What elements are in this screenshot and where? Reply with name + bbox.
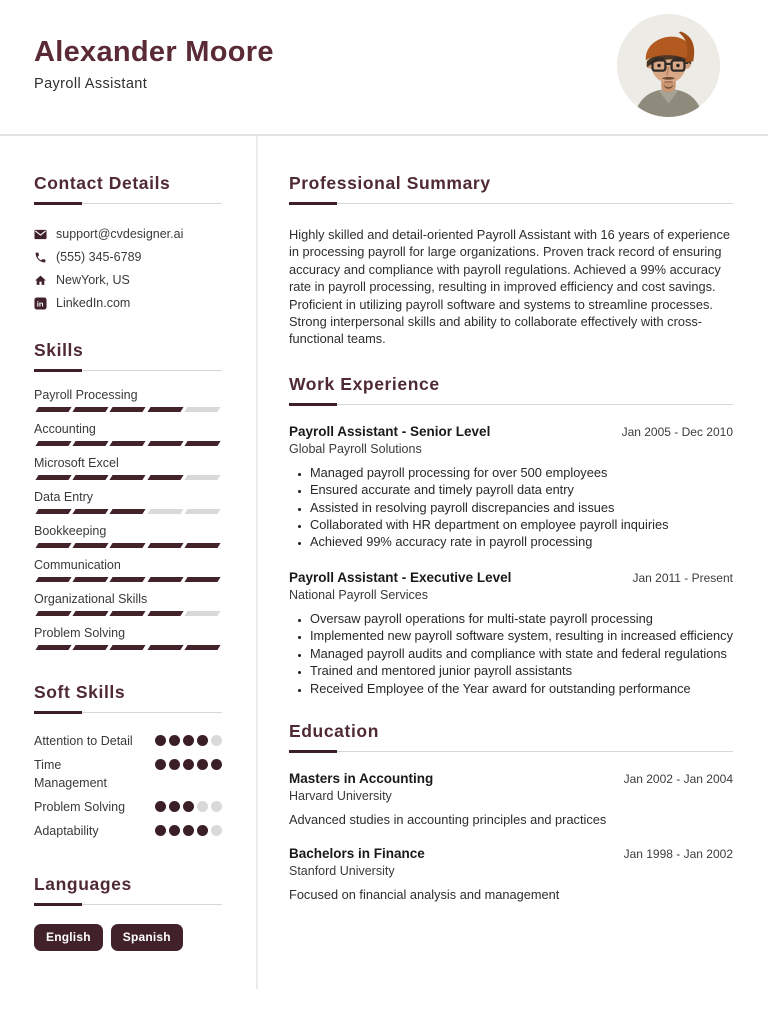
rating-dot (211, 825, 222, 836)
job-entry (289, 570, 733, 697)
education-dates: Jan 1998 - Jan 2002 (623, 846, 733, 861)
education-entry (289, 771, 733, 827)
rating-dot (211, 735, 222, 746)
skill-item (34, 592, 222, 616)
svg-text:in: in (36, 299, 44, 309)
job-dates: Jan 2005 - Dec 2010 (621, 424, 733, 439)
bar-segment (184, 407, 220, 412)
skill-label: Data Entry (34, 490, 94, 504)
bar-segment (147, 509, 183, 514)
rating-dot (183, 759, 194, 770)
bar-segment (110, 441, 146, 446)
soft-skill-label: Adaptability (34, 824, 99, 838)
summary-text: Highly skilled and detail-oriented Payroll Assistant with 16 years of experience in processing payroll for large organizations. Proven track record of ensuring accuracy and compliance with payroll regulations. Achieved a 99% accuracy rate in payroll processing, resulting in improved efficiency and cost savings. Proficient in utilizing payroll software and systems to streamline processes. Strong interpersonal skills and ability to collaborate effectively with cross-functional teams. (289, 227, 731, 347)
education-description: Focused on financial analysis and management (289, 886, 560, 902)
job-header (289, 424, 733, 439)
rating-dot (211, 759, 222, 770)
rating-dot (183, 801, 194, 812)
soft-skills-list (34, 732, 222, 840)
bar-segment (110, 543, 146, 548)
soft-skill-rating-dots (155, 822, 222, 836)
job-company: National Payroll Services (289, 587, 428, 602)
skill-label: Communication (34, 558, 121, 572)
skill-item (34, 558, 222, 582)
soft-skill-label: Attention to Detail (34, 734, 133, 748)
linkedin-icon (34, 297, 47, 310)
bar-segment (184, 509, 220, 514)
skill-item (34, 422, 222, 446)
rating-dot (169, 801, 180, 812)
email-icon (34, 228, 47, 241)
bar-segment (73, 441, 109, 446)
main-column (258, 136, 768, 989)
skill-level-bar (34, 509, 222, 514)
education-header (289, 771, 733, 786)
contact-email[interactable]: support@cvdesigner.ai (56, 227, 184, 241)
skill-label: Accounting (34, 422, 96, 436)
bar-segment (35, 645, 71, 650)
soft-skill-row (34, 798, 222, 816)
rating-dot (183, 735, 194, 746)
soft-skill-label: Problem Solving (34, 800, 126, 814)
job-bullet: • Trained and mentored junior payroll assistants (310, 662, 733, 679)
education-dates: Jan 2002 - Jan 2004 (623, 771, 733, 786)
bar-segment (110, 645, 146, 650)
rating-dot (155, 735, 166, 746)
bar-segment (184, 645, 220, 650)
skill-item (34, 524, 222, 548)
job-company: Global Payroll Solutions (289, 441, 422, 456)
contact-row-location (34, 273, 222, 287)
skill-level-bar (34, 577, 222, 582)
bar-segment (73, 509, 109, 514)
skill-level-bar (34, 645, 222, 650)
soft-skill-rating-dots (155, 756, 222, 770)
rating-dot (197, 801, 208, 812)
content-columns (0, 136, 768, 989)
soft-skills-section-title: Soft Skills (34, 682, 222, 713)
soft-skill-row (34, 822, 222, 840)
language-badges (34, 924, 222, 951)
person-name: Alexander Moore (34, 36, 274, 68)
bar-segment (110, 611, 146, 616)
contact-phone: (555) 345-6789 (56, 250, 142, 264)
bar-segment (73, 407, 109, 412)
skill-level-bar (34, 543, 222, 548)
contact-location: NewYork, US (56, 273, 130, 287)
rating-dot (155, 801, 166, 812)
skill-item (34, 388, 222, 412)
skill-level-bar (34, 475, 222, 480)
job-title: Payroll Assistant - Senior Level (289, 423, 491, 439)
bar-segment (147, 441, 183, 446)
job-title: Payroll Assistant - Executive Level (289, 569, 512, 585)
person-job-title: Payroll Assistant (34, 76, 148, 92)
contact-row-phone (34, 250, 222, 264)
soft-skill-rating-dots (155, 732, 222, 746)
bar-segment (35, 407, 71, 412)
rating-dot (197, 825, 208, 836)
contact-row-linkedin (34, 296, 222, 310)
skill-label: Problem Solving (34, 626, 126, 640)
job-bullet: • Oversaw payroll operations for multi-state payroll processing (310, 610, 733, 627)
rating-dot (197, 759, 208, 770)
job-header (289, 570, 733, 585)
bar-segment (147, 611, 183, 616)
education-school: Stanford University (289, 863, 395, 878)
bar-segment (35, 509, 71, 514)
bar-segment (73, 611, 109, 616)
profile-photo-illustration (617, 14, 720, 117)
bar-segment (147, 645, 183, 650)
skill-item (34, 626, 222, 650)
soft-skill-row (34, 756, 222, 792)
bar-segment (110, 475, 146, 480)
rating-dot (183, 825, 194, 836)
job-bullet: • Collaborated with HR department on employee payroll inquiries (310, 516, 733, 533)
soft-skill-label: Time Management (34, 758, 107, 790)
rating-dot (169, 825, 180, 836)
profile-photo (617, 14, 720, 117)
education-section-title: Education (289, 721, 733, 752)
bar-segment (184, 475, 220, 480)
bar-segment (110, 509, 146, 514)
bar-segment (35, 543, 71, 548)
summary-section-title: Professional Summary (289, 173, 733, 204)
skill-label: Microsoft Excel (34, 456, 119, 470)
header (0, 0, 768, 136)
bar-segment (184, 611, 220, 616)
language-badge: Spanish (111, 924, 183, 951)
bar-segment (110, 407, 146, 412)
rating-dot (169, 735, 180, 746)
skill-label: Organizational Skills (34, 592, 148, 606)
bar-segment (73, 475, 109, 480)
language-badge: English (34, 924, 103, 951)
bar-segment (35, 475, 71, 480)
bar-segment (184, 543, 220, 548)
rating-dot (169, 759, 180, 770)
soft-skill-row (34, 732, 222, 750)
bar-segment (35, 441, 71, 446)
contact-list (34, 227, 222, 310)
job-bullet: • Managed payroll audits and compliance with state and federal regulations (310, 645, 733, 662)
education-description: Advanced studies in accounting principles and practices (289, 811, 607, 827)
bar-segment (35, 611, 71, 616)
home-icon (34, 274, 47, 287)
skill-item (34, 490, 222, 514)
job-bullet: • Ensured accurate and timely payroll data entry (310, 481, 733, 498)
bar-segment (147, 475, 183, 480)
bar-segment (35, 577, 71, 582)
job-bullet: • Managed payroll processing for over 500 employees (310, 464, 733, 481)
contact-row-email (34, 227, 222, 241)
job-bullet-list (289, 464, 733, 551)
contact-linkedin[interactable]: LinkedIn.com (56, 296, 131, 310)
skill-level-bar (34, 441, 222, 446)
bar-segment (110, 577, 146, 582)
job-dates: Jan 2011 - Present (632, 570, 733, 585)
job-bullet: • Implemented new payroll software system, resulting in increased efficiency (310, 627, 733, 644)
education-entry (289, 846, 733, 902)
job-bullet-list (289, 610, 733, 697)
bar-segment (73, 543, 109, 548)
soft-skill-rating-dots (155, 798, 222, 812)
job-entry (289, 424, 733, 551)
skill-level-bar (34, 611, 222, 616)
rating-dot (155, 759, 166, 770)
left-sidebar (0, 136, 258, 989)
bar-segment (147, 543, 183, 548)
skill-level-bar (34, 407, 222, 412)
phone-icon (34, 251, 47, 264)
job-bullet: • Achieved 99% accuracy rate in payroll processing (310, 533, 733, 550)
bar-segment (184, 577, 220, 582)
bar-segment (147, 577, 183, 582)
skill-label: Bookkeeping (34, 524, 107, 538)
skill-item (34, 456, 222, 480)
education-header (289, 846, 733, 861)
education-school: Harvard University (289, 788, 392, 803)
rating-dot (211, 801, 222, 812)
contact-section-title: Contact Details (34, 173, 222, 204)
skills-list (34, 388, 222, 650)
languages-section-title: Languages (34, 874, 222, 905)
skill-label: Payroll Processing (34, 388, 138, 402)
bar-segment (147, 407, 183, 412)
rating-dot (197, 735, 208, 746)
bar-segment (73, 577, 109, 582)
skills-section-title: Skills (34, 340, 222, 371)
education-degree: Masters in Accounting (289, 770, 434, 786)
experience-section-title: Work Experience (289, 374, 733, 405)
bar-segment (73, 645, 109, 650)
rating-dot (155, 825, 166, 836)
job-bullet: • Assisted in resolving payroll discrepancies and issues (310, 499, 733, 516)
education-degree: Bachelors in Finance (289, 845, 425, 861)
job-bullet: • Received Employee of the Year award for outstanding performance (310, 680, 733, 697)
bar-segment (184, 441, 220, 446)
